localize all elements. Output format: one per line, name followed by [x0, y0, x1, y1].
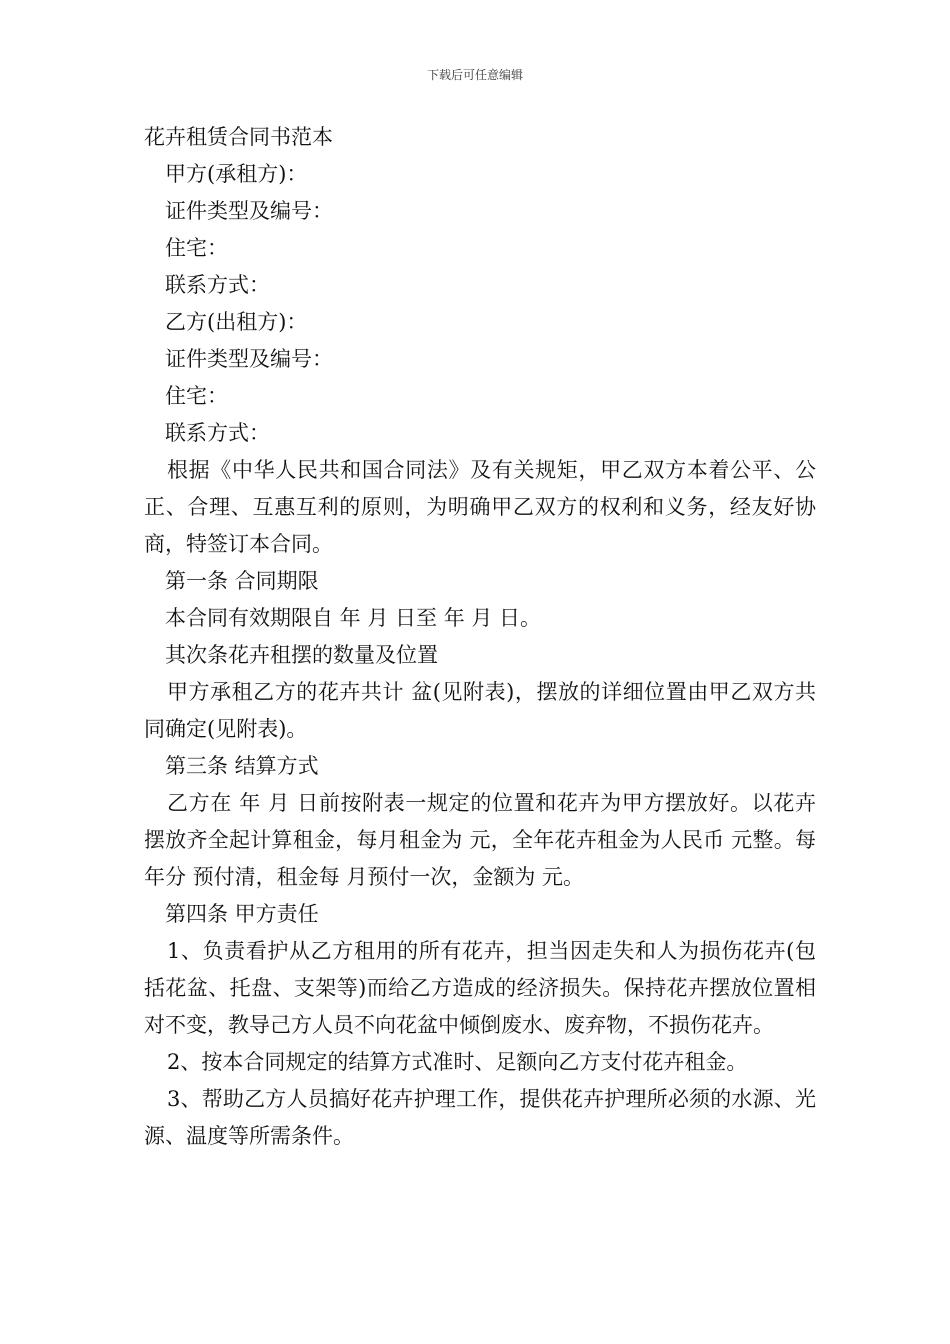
party-b-address-label: 住宅： — [165, 384, 228, 408]
article-2-text: 甲方承租乙方的花卉共计 盆(见附表)，摆放的详细位置由甲乙双方共同确定(见附表)。 — [144, 680, 816, 741]
article-4-item-1: 1、负责看护从乙方租用的所有花卉，担当因走失和人为损伤花卉(包括花盆、托盘、支架等)而给乙方造成的经济损失。保持花卉摆放位置相对不变，教导己方人员不向花盆中倾倒废水、废弃物，不损伤花卉。 — [144, 939, 816, 1037]
document-body — [144, 119, 816, 1155]
article-3-text: 乙方在 年 月 日前按附表一规定的位置和花卉为甲方摆放好。以花卉摆放齐全起计算租金，每月租金为 元，全年花卉租金为人民币 元整。每年分 预付清，租金每 月预付一次，金额为 元。 — [144, 791, 816, 889]
article-3-heading: 第三条 结算方式 — [165, 754, 319, 778]
party-a-id-label: 证件类型及编号： — [165, 199, 333, 223]
party-a-contact-label: 联系方式： — [165, 273, 270, 297]
page-header: 下载后可任意编辑 — [426, 68, 523, 82]
article-4-item-3: 3、帮助乙方人员搞好花卉护理工作，提供花卉护理所必须的水源、光源、温度等所需条件。 — [144, 1087, 816, 1148]
party-a-label: 甲方(承租方)： — [165, 162, 308, 186]
article-4-item-2: 2、按本合同规定的结算方式准时、足额向乙方支付花卉租金。 — [167, 1050, 748, 1074]
article-2-heading: 其次条花卉租摆的数量及位置 — [165, 643, 438, 667]
party-b-label: 乙方(出租方)： — [165, 310, 308, 334]
party-b-id-label: 证件类型及编号： — [165, 347, 333, 371]
party-a-address-label: 住宅： — [165, 236, 228, 260]
document-title: 花卉租赁合同书范本 — [144, 125, 333, 149]
preamble-paragraph: 根据《中华人民共和国合同法》及有关规矩，甲乙双方本着公平、公正、合理、互惠互利的原则，为明确甲乙双方的权利和义务，经友好协商，特签订本合同。 — [144, 458, 816, 556]
article-1-heading: 第一条 合同期限 — [165, 569, 319, 593]
party-b-contact-label: 联系方式： — [165, 421, 270, 445]
article-4-heading: 第四条 甲方责任 — [165, 902, 319, 926]
article-1-text: 本合同有效期限自 年 月 日至 年 月 日。 — [165, 606, 542, 630]
